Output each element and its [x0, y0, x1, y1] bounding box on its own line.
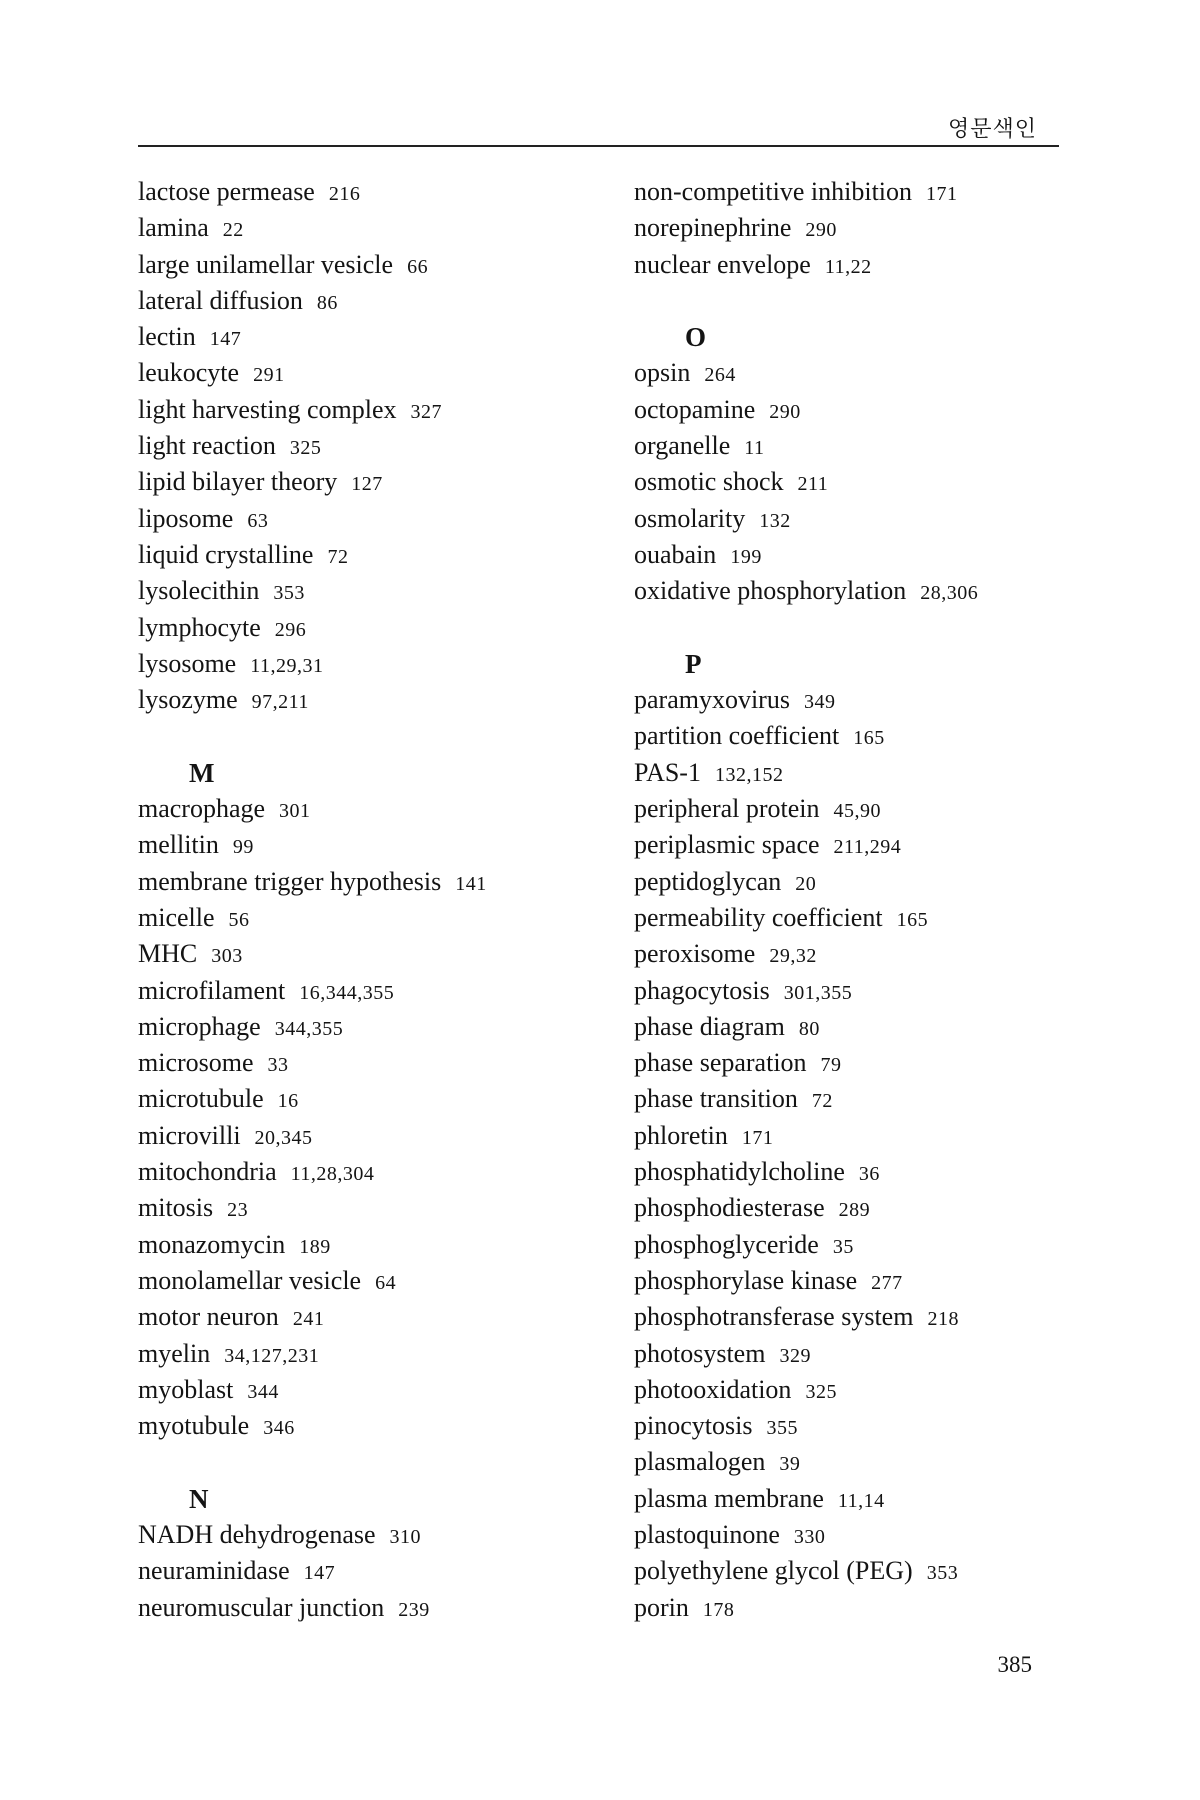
index-entry: [634, 1118, 1064, 1154]
index-entry: [634, 1517, 1064, 1553]
index-entry: [138, 392, 608, 428]
index-term: mitosis: [138, 1193, 214, 1223]
index-term: plastoquinone: [634, 1519, 780, 1549]
index-term: PAS-1: [634, 757, 701, 787]
index-term: myotubule: [138, 1411, 250, 1441]
index-term: liquid crystalline: [138, 539, 314, 569]
index-entry: [634, 718, 1064, 754]
index-column-left: [138, 174, 608, 1626]
index-page-ref: 289: [838, 1199, 871, 1222]
index-page-ref: 16,344,355: [299, 981, 395, 1004]
index-entry: [138, 1408, 608, 1444]
index-page-ref: 211: [797, 473, 829, 496]
index-page-ref: 33: [267, 1054, 289, 1077]
index-term: photosystem: [634, 1338, 766, 1368]
index-column-right: [634, 174, 1064, 1626]
index-term: ouabain: [634, 539, 717, 569]
index-page-ref: 11,22: [824, 255, 872, 278]
index-term: osmolarity: [634, 503, 746, 533]
index-entry: [634, 1263, 1064, 1299]
index-page-ref: 353: [273, 582, 305, 605]
index-page-ref: 63: [247, 509, 269, 532]
index-page-ref: 165: [853, 727, 885, 750]
index-page-ref: 165: [896, 908, 929, 931]
index-term: permeability coefficient: [634, 902, 883, 932]
index-page-ref: 296: [274, 618, 307, 641]
index-page-ref: 79: [820, 1054, 842, 1077]
index-term: lysozyme: [138, 685, 238, 715]
index-term: periplasmic space: [634, 830, 820, 860]
index-page-ref: 66: [407, 255, 429, 278]
index-page-ref: 97,211: [251, 691, 309, 714]
index-term: non-competitive inhibition: [634, 177, 913, 206]
index-term: norepinephrine: [634, 213, 792, 243]
index-entry: [138, 247, 608, 283]
page-number: 385: [997, 1652, 1032, 1677]
index-page-ref: 132: [759, 509, 791, 532]
index-term: plasmalogen: [634, 1447, 766, 1477]
index-page-ref: 216: [328, 183, 361, 205]
index-entry: [138, 973, 608, 1009]
index-page-ref: 218: [927, 1308, 959, 1331]
index-entry: [138, 283, 608, 319]
index-page-ref: 344,355: [274, 1017, 344, 1040]
index-term: MHC: [138, 939, 198, 969]
index-entry: [138, 355, 608, 391]
index-term: myoblast: [138, 1374, 234, 1404]
index-page-ref: 327: [410, 400, 443, 423]
index-page-ref: 349: [803, 691, 836, 714]
index-entry: [634, 573, 1064, 609]
section-letter: P: [685, 648, 702, 679]
index-entry: [138, 1372, 608, 1408]
index-entry: [634, 1336, 1064, 1372]
index-entry: [634, 682, 1064, 718]
index-page-ref: 72: [327, 545, 349, 568]
index-page-ref: 28,306: [920, 582, 979, 605]
index-term: phosphatidylcholine: [634, 1157, 845, 1187]
index-entry: [634, 1553, 1064, 1589]
index-entry: [138, 1263, 608, 1299]
index-page-ref: 329: [779, 1344, 811, 1367]
index-page-ref: 330: [793, 1525, 826, 1548]
index-entry: [634, 1081, 1064, 1117]
section-gap: [138, 718, 608, 754]
index-term: myelin: [138, 1338, 211, 1368]
index-page-ref: 11,29,31: [250, 654, 324, 677]
index-term: porin: [634, 1592, 689, 1622]
index-entry: [138, 464, 608, 500]
index-term: oxidative phosphorylation: [634, 576, 907, 606]
index-term: peripheral protein: [634, 794, 820, 824]
index-term: phosphorylase kinase: [634, 1265, 858, 1295]
index-page-ref: 239: [398, 1598, 430, 1621]
index-page-ref: 39: [779, 1453, 801, 1476]
index-entry: [634, 210, 1064, 246]
index-entry: [138, 1154, 608, 1190]
index-page-ref: 99: [232, 836, 254, 859]
index-term: micelle: [138, 902, 215, 932]
index-term: pinocytosis: [634, 1411, 753, 1441]
index-entry: [138, 1553, 608, 1589]
index-entry: [634, 428, 1064, 464]
index-term: phase transition: [634, 1084, 798, 1114]
index-entry: [138, 501, 608, 537]
index-entry: [634, 1444, 1064, 1480]
index-term: opsin: [634, 358, 691, 388]
index-page-ref: 290: [805, 219, 837, 242]
index-entry: [634, 355, 1064, 391]
index-term: membrane trigger hypothesis: [138, 866, 442, 896]
index-page-ref: 241: [292, 1308, 325, 1331]
index-term: lectin: [138, 322, 196, 352]
index-term: lymphocyte: [138, 612, 261, 642]
index-entry: [138, 864, 608, 900]
index-entry: [634, 174, 1064, 210]
index-entry: [634, 392, 1064, 428]
index-page-ref: 20: [795, 872, 817, 895]
index-page-ref: 325: [289, 437, 322, 460]
index-page-ref: 45,90: [833, 800, 882, 823]
index-page-ref: 211,294: [833, 836, 902, 859]
index-entry: [634, 755, 1064, 791]
index-term: light reaction: [138, 431, 276, 461]
index-entry: [138, 1227, 608, 1263]
index-entry: [634, 1227, 1064, 1263]
index-page-ref: 346: [263, 1417, 295, 1440]
index-entry: [138, 1009, 608, 1045]
index-term: phagocytosis: [634, 975, 770, 1005]
index-term: lysolecithin: [138, 576, 260, 606]
section-letter: M: [189, 757, 215, 788]
section-gap: [138, 1444, 608, 1480]
index-page-ref: 80: [798, 1017, 820, 1040]
index-entry: [138, 428, 608, 464]
index-term: peroxisome: [634, 939, 756, 969]
section-gap: [634, 610, 1064, 646]
index-entry: [138, 573, 608, 609]
index-page-ref: 23: [227, 1199, 249, 1222]
index-term: photooxidation: [634, 1374, 792, 1404]
index-page-ref: 301,355: [783, 981, 853, 1004]
index-page-ref: 277: [871, 1271, 903, 1294]
index-entry: [634, 247, 1064, 283]
index-entry: [138, 319, 608, 355]
index-page-ref: 127: [351, 473, 383, 496]
section-letter: O: [685, 322, 707, 353]
header-rule: [138, 145, 1059, 147]
index-term: polyethylene glycol (PEG): [634, 1556, 913, 1586]
index-entry: [634, 827, 1064, 863]
index-term: microvilli: [138, 1120, 241, 1150]
index-page-ref: 325: [805, 1380, 837, 1403]
index-page-ref: 72: [811, 1090, 833, 1113]
index-page-ref: 64: [375, 1271, 397, 1294]
index-entry: [138, 610, 608, 646]
index-page-ref: 34,127,231: [224, 1344, 320, 1367]
index-term: phosphodiesterase: [634, 1193, 825, 1223]
index-entry: [138, 537, 608, 573]
index-entry: [634, 1299, 1064, 1335]
index-page-ref: 56: [228, 908, 250, 931]
index-entry: [138, 900, 608, 936]
index-entry: [138, 1590, 608, 1626]
index-entry: [138, 1081, 608, 1117]
index-page-ref: 301: [279, 800, 311, 823]
index-term: lysosome: [138, 648, 237, 678]
index-term: phloretin: [634, 1120, 728, 1150]
index-entry: [634, 1590, 1064, 1626]
index-entry: [138, 1336, 608, 1372]
index-entry: [138, 1517, 608, 1553]
index-term: lactose permease: [138, 177, 315, 206]
index-term: phosphotransferase system: [634, 1302, 914, 1332]
index-page-ref: 353: [926, 1562, 959, 1585]
index-term: leukocyte: [138, 358, 240, 388]
index-page-ref: 16: [277, 1090, 299, 1113]
index-page-ref: 344: [247, 1380, 279, 1403]
index-term: octopamine: [634, 394, 756, 424]
index-term: nuclear envelope: [634, 249, 811, 279]
index-page-ref: 264: [704, 364, 736, 387]
index-term: microtubule: [138, 1084, 264, 1114]
index-page-ref: 147: [209, 328, 242, 351]
index-term: large unilamellar vesicle: [138, 249, 394, 279]
index-page-ref: 86: [316, 291, 338, 314]
index-term: monolamellar vesicle: [138, 1265, 362, 1295]
index-term: microphage: [138, 1011, 261, 1041]
section-gap: [634, 283, 1064, 319]
index-page-ref: 291: [253, 364, 285, 387]
index-entry: [634, 936, 1064, 972]
index-entry: [634, 1045, 1064, 1081]
index-term: microfilament: [138, 975, 286, 1005]
index-page-ref: 132,152: [714, 763, 784, 786]
index-term: microsome: [138, 1048, 254, 1078]
index-entry: [138, 210, 608, 246]
index-term: phosphoglyceride: [634, 1229, 819, 1259]
index-term: partition coefficient: [634, 721, 840, 751]
section-letter: N: [189, 1483, 209, 1514]
index-page-ref: 310: [389, 1525, 422, 1548]
index-term: osmotic shock: [634, 467, 784, 497]
index-entry: [634, 791, 1064, 827]
index-page-ref: 29,32: [769, 945, 817, 968]
index-term: phase separation: [634, 1048, 807, 1078]
index-page-ref: 147: [303, 1562, 336, 1585]
index-entry: [138, 646, 608, 682]
index-term: peptidoglycan: [634, 866, 782, 896]
index-term: motor neuron: [138, 1302, 279, 1332]
index-term: monazomycin: [138, 1229, 286, 1259]
index-entry: [634, 900, 1064, 936]
index-page-ref: 171: [926, 183, 958, 205]
index-page-ref: 22: [222, 219, 244, 242]
index-term: light harvesting complex: [138, 394, 397, 424]
index-entry: [634, 464, 1064, 500]
index-term: plasma membrane: [634, 1483, 824, 1513]
index-page-ref: 11,14: [837, 1489, 885, 1512]
index-entry: [634, 501, 1064, 537]
index-entry: [634, 1154, 1064, 1190]
index-page-ref: 171: [741, 1126, 774, 1149]
index-term: NADH dehydrogenase: [138, 1519, 376, 1549]
index-entry: [634, 864, 1064, 900]
index-page-ref: 11: [744, 437, 765, 460]
index-entry: [634, 537, 1064, 573]
index-term: mitochondria: [138, 1157, 277, 1187]
index-entry: [634, 1190, 1064, 1226]
index-page-ref: 11,28,304: [290, 1163, 375, 1186]
index-page-ref: 355: [766, 1417, 798, 1440]
index-entry: [634, 1009, 1064, 1045]
index-page-ref: 141: [455, 872, 487, 895]
index-term: neuraminidase: [138, 1556, 290, 1586]
index-entry: [138, 174, 608, 210]
index-entry: [634, 1481, 1064, 1517]
index-entry: [634, 1408, 1064, 1444]
index-page-ref: 199: [730, 545, 762, 568]
index-entry: [138, 936, 608, 972]
index-entry: [634, 973, 1064, 1009]
index-term: neuromuscular junction: [138, 1592, 385, 1622]
index-entry: [138, 1045, 608, 1081]
index-term: macrophage: [138, 794, 266, 824]
index-entry: [138, 1299, 608, 1335]
index-term: liposome: [138, 503, 234, 533]
index-term: paramyxovirus: [634, 685, 790, 715]
index-entry: [138, 827, 608, 863]
index-term: mellitin: [138, 830, 219, 860]
index-term: organelle: [634, 431, 731, 461]
index-page-ref: 35: [832, 1235, 854, 1258]
index-term: lateral diffusion: [138, 285, 303, 315]
index-entry: [138, 1118, 608, 1154]
index-entry: [634, 1372, 1064, 1408]
index-term: lamina: [138, 213, 209, 243]
index-entry: [138, 682, 608, 718]
index-page-ref: 189: [299, 1235, 331, 1258]
running-header: 영문색인: [947, 117, 1037, 142]
index-page-ref: 178: [702, 1598, 735, 1621]
index-page-ref: 20,345: [254, 1126, 313, 1149]
index-term: lipid bilayer theory: [138, 467, 338, 497]
index-page-ref: 36: [858, 1163, 880, 1186]
index-term: phase diagram: [634, 1011, 785, 1041]
index-page-ref: 290: [769, 400, 801, 423]
index-page-ref: 303: [211, 945, 243, 968]
index-entry: [138, 791, 608, 827]
index-entry: [138, 1190, 608, 1226]
